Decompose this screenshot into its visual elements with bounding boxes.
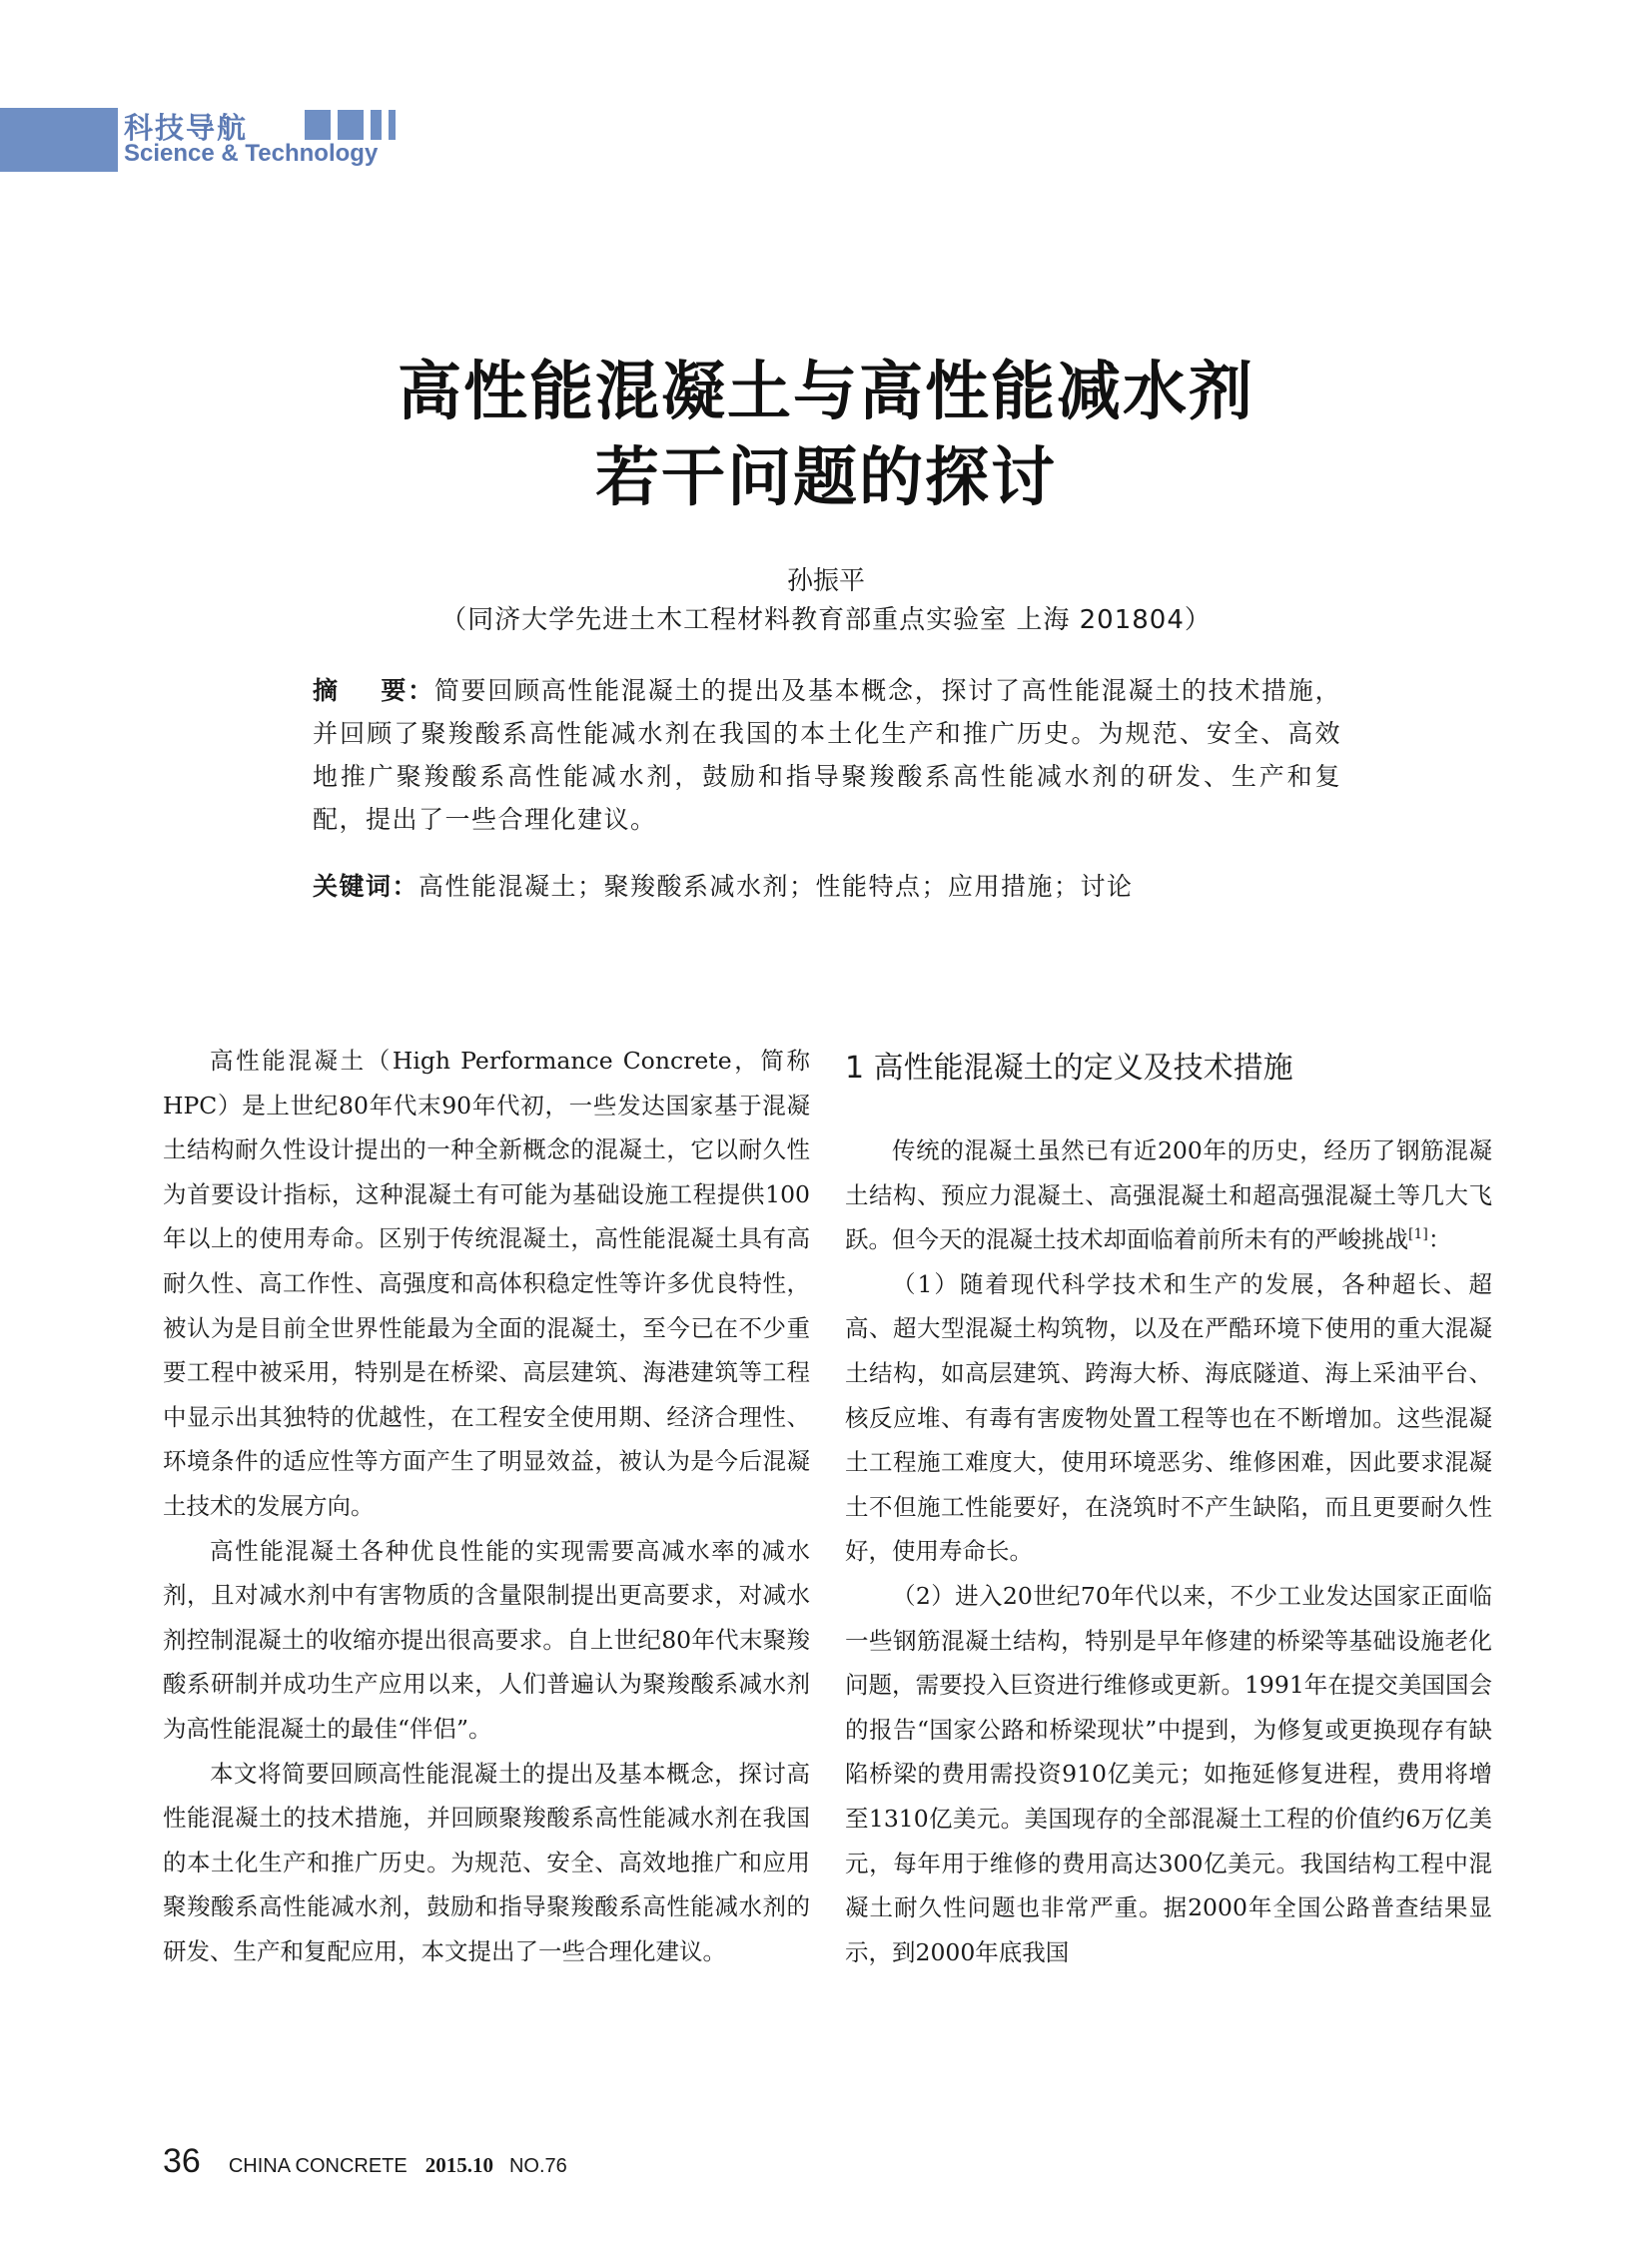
keywords-label: 关键词： [313, 872, 419, 901]
paragraph-text-end: ： [1427, 1225, 1452, 1254]
right-column [845, 1039, 1492, 1974]
section-label-en: Science & Technology [124, 140, 379, 167]
issue-number: NO.76 [508, 2155, 567, 2177]
header-decorative-bars [305, 110, 396, 140]
keywords-text: 高性能混凝土；聚羧酸系减水剂；性能特点；应用措施；讨论 [418, 872, 1134, 901]
keywords [313, 865, 1341, 908]
citation-ref: [1] [1408, 1226, 1428, 1243]
body-paragraph [845, 1128, 1492, 1262]
left-column [163, 1039, 810, 1973]
body-paragraph: （2）进入20世纪70年代以来，不少工业发达国家正面临一些钢筋混凝土结构，特别是早年修建的桥梁等基础设施老化问题，需要投入巨资进行维修或更新。1991年在提交美国国会的报告“国家公路和桥梁现状”中提到，为修复或更换现存有缺陷桥梁的费用需投资910亿美元；如拖延修复进程，费用将增至1310亿美元。美国现存的全部混凝土工程的价值约6万亿美元，每年用于维修的费用高达300亿美元。我国结构工程中混凝土耐久性问题也非常严重。据2000年全国公路普查结果显示，到2000年底我国 [845, 1581, 1492, 1966]
author-name: 孙振平 [786, 566, 865, 596]
page-footer [163, 2142, 567, 2181]
body-paragraph: 高性能混凝土各种优良性能的实现需要高减水率的减水剂，且对减水剂中有害物质的含量限制提出更高要求，对减水剂控制混凝土的收缩亦提出很高要求。自上世纪80年代末聚羧酸系研制并成功生产应用以来，人们普遍认为聚羧酸系减水剂为高性能混凝土的最佳“伴侣”。 [163, 1536, 810, 1743]
body-paragraph: （1）随着现代科学技术和生产的发展，各种超长、超高、超大型混凝土构筑物，以及在严酷环境下使用的重大混凝土结构，如高层建筑、跨海大桥、海底隧道、海上采油平台、核反应堆、有毒有害废物处置工程等也在不断增加。这些混凝土工程施工难度大，使用环境恶劣、维修困难，因此要求混凝土不但施工性能要好，在浇筑时不产生缺陷，而且更要耐久性好，使用寿命长。 [845, 1269, 1492, 1566]
body-paragraph: 本文将简要回顾高性能混凝土的提出及基本概念，探讨高性能混凝土的技术措施，并回顾聚羧酸系高性能减水剂在我国的本土化生产和推广历史。为规范、安全、高效地推广和应用聚羧酸系高性能减水剂，鼓励和指导聚羧酸系高性能减水剂的研发、生产和复配应用，本文提出了一些合理化建议。 [163, 1759, 810, 1965]
journal-name: CHINA CONCRETE [228, 2155, 408, 2177]
header-color-band [0, 108, 118, 172]
page-number: 36 [163, 2142, 201, 2180]
abstract-text: 简要回顾高性能混凝土的提出及基本概念，探讨了高性能混凝土的技术措施，并回顾了聚羧酸系高性能减水剂在我国的本土化生产和推广历史。为规范、安全、高效地推广聚羧酸系高性能减水剂，鼓励和指导聚羧酸系高性能减水剂的研发、生产和复配，提出了一些合理化建议。 [313, 676, 1341, 834]
article-title-line1: 高性能混凝土与高性能减水剂 [398, 356, 1254, 429]
author-affiliation: （同济大学先进土木工程材料教育部重点实验室 上海 201804） [440, 605, 1212, 635]
abstract-label: 摘 要： [313, 676, 434, 705]
body-paragraph: 高性能混凝土（High Performance Concrete，简称HPC）是上世纪80年代末90年代初，一些发达国家基于混凝土结构耐久性设计提出的一种全新概念的混凝土，它以耐久性为首要设计指标，这种混凝土有可能为基础设施工程提供100年以上的使用寿命。区别于传统混凝土，高性能混凝土具有高耐久性、高工作性、高强度和高体积稳定性等许多优良特性，被认为是目前全世界性能最为全面的混凝土，至今已在不少重要工程中被采用，特别是在桥梁、高层建筑、海港建筑等工程中显示出其独特的优越性，在工程安全使用期、经济合理性、环境条件的适应性等方面产生了明显效益，被认为是今后混凝土技术的发展方向。 [163, 1047, 810, 1520]
section-heading: 1 高性能混凝土的定义及技术措施 [845, 1051, 1293, 1086]
issue-date: 2015.10 [424, 2153, 493, 2177]
section-label-cn: 科技导航 [124, 111, 249, 145]
abstract [313, 669, 1341, 841]
paragraph-text: 传统的混凝土虽然已有近200年的历史，经历了钢筋混凝土结构、预应力混凝土、高强混凝土和超高强混凝土等几大飞跃。但今天的混凝土技术却面临着前所未有的严峻挑战 [845, 1136, 1492, 1254]
article-title-line2: 若干问题的探讨 [595, 441, 1057, 515]
